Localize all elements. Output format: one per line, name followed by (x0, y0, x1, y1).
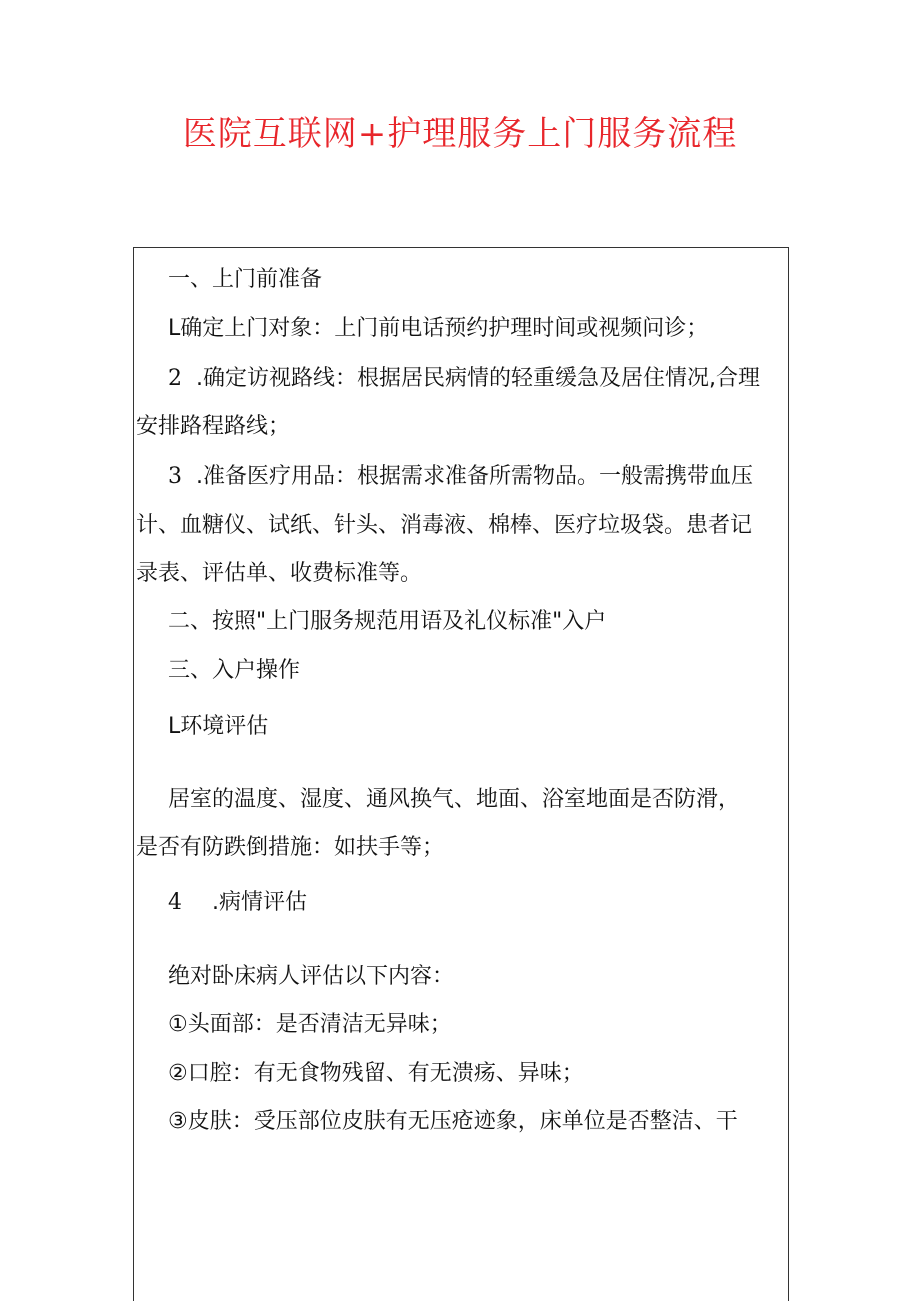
paragraph-line: 录表、评估单、收费标准等。 (136, 561, 423, 586)
paragraph-text: .准备医疗用品：根据需求准备所需物品。一般需携带血压 (196, 464, 753, 489)
paragraph-text: .确定访视路线：根据居民病情的轻重缓急及居住情况,合理 (196, 366, 760, 391)
list-item: ③皮肤：受压部位皮肤有无压疮迹象，床单位是否整洁、干 (168, 1109, 738, 1134)
paragraph-line: 绝对卧床病人评估以下内容： (168, 964, 455, 989)
list-item: ①头面部：是否清洁无异味； (168, 1012, 452, 1037)
section-heading-operation: 三、入户操作 (168, 658, 301, 683)
paragraph-line: 计、血糖仪、试纸、针头、消毒液、棉棒、医疗垃圾袋。患者记 (136, 513, 753, 538)
list-number: 3 (168, 464, 182, 489)
paragraph-text: .病情评估 (212, 890, 307, 915)
paragraph-line: 是否有防跌倒措施：如扶手等； (136, 835, 445, 860)
list-number: 2 (168, 366, 182, 391)
paragraph-line: 安排路程路线； (136, 414, 291, 439)
paragraph-line (136, 462, 818, 492)
paragraph-line (136, 364, 818, 394)
section-heading-enter: 二、按照"上门服务规范用语及礼仪标准"入户 (168, 609, 607, 634)
paragraph-line: L确定上门对象：上门前电话预约护理时间或视频问诊； (168, 316, 709, 341)
section-heading-prepare: 一、上门前准备 (168, 267, 323, 292)
list-number: 4 (168, 890, 182, 915)
subheading-environment: L环境评估 (168, 714, 269, 739)
page-title: 医院互联网+护理服务上门服务流程 (182, 114, 738, 154)
list-item: ②口腔：有无食物残留、有无溃疡、异味； (168, 1061, 584, 1086)
paragraph-line: 居室的温度、湿度、通风换气、地面、浴室地面是否防滑， (168, 787, 741, 812)
content-frame (133, 247, 789, 1301)
subheading-condition (136, 888, 818, 918)
